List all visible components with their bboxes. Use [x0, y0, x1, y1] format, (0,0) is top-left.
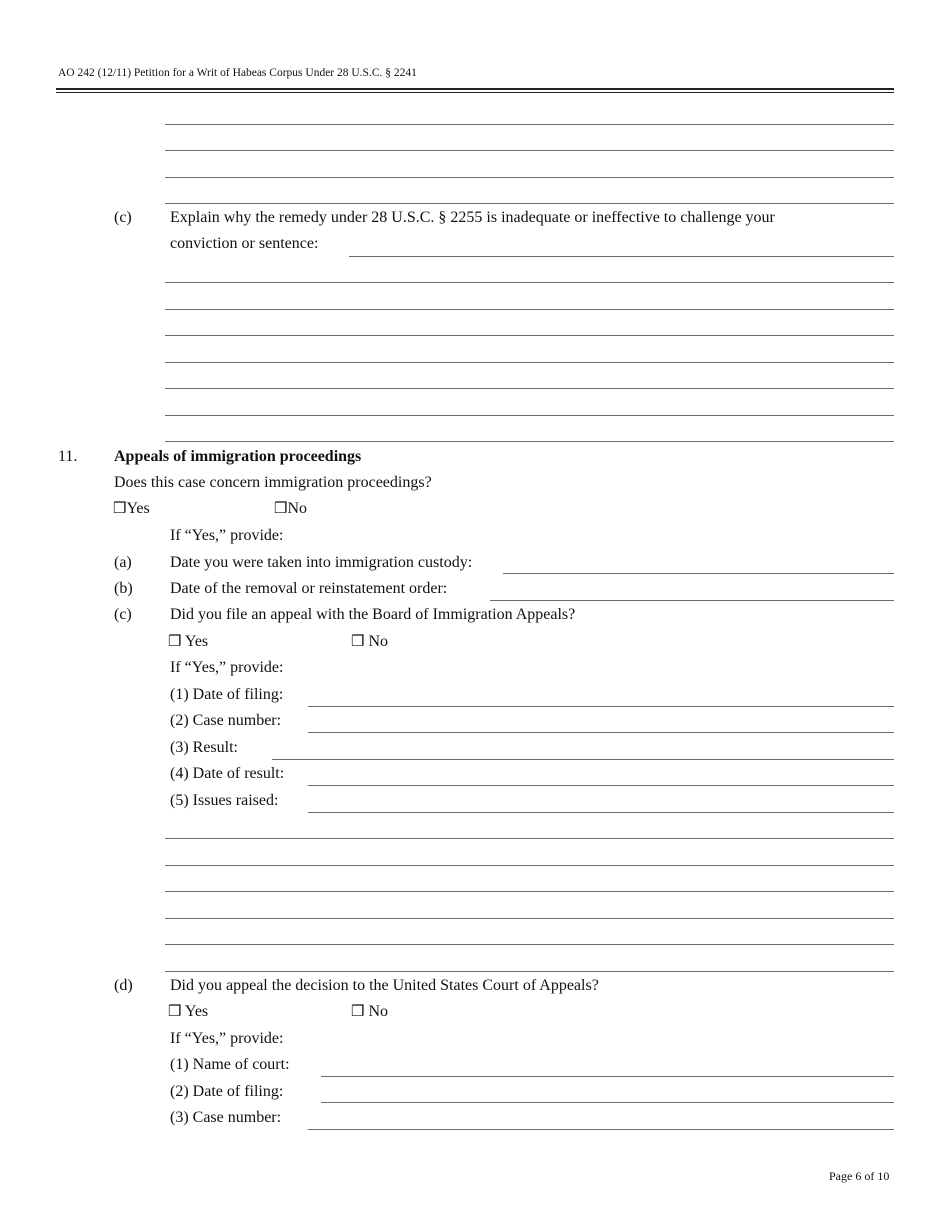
section-number: 11.	[58, 448, 78, 465]
checkbox-icon: ❒	[351, 1004, 365, 1020]
answer-line[interactable]	[165, 971, 894, 972]
yes-checkbox[interactable]	[113, 499, 150, 519]
no-checkbox[interactable]	[351, 632, 388, 652]
bia-case-number-field[interactable]	[308, 732, 894, 733]
answer-line[interactable]	[165, 203, 894, 204]
answer-line[interactable]	[165, 944, 894, 945]
page-number: Page 6 of 10	[829, 1169, 890, 1183]
answer-line[interactable]	[165, 891, 894, 892]
item-label: (a)	[114, 554, 132, 571]
checkbox-label: Yes	[184, 633, 209, 650]
bia-issues-field[interactable]	[308, 812, 894, 813]
question-text: Date of the removal or reinstatement order:	[170, 580, 448, 597]
header-rule	[56, 88, 894, 90]
if-yes-text: If “Yes,” provide:	[170, 659, 284, 676]
field-label: (2) Date of filing:	[170, 1083, 284, 1100]
item-label: (c)	[114, 209, 132, 226]
question-text: Date you were taken into immigration custody:	[170, 554, 473, 571]
question-text: Explain why the remedy under 28 U.S.C. § 2255 is inadequate or ineffective to challenge your	[170, 209, 775, 226]
checkbox-label: No	[368, 1003, 389, 1020]
appeal-case-number-field[interactable]	[308, 1129, 894, 1130]
court-name-field[interactable]	[321, 1076, 894, 1077]
no-checkbox[interactable]	[274, 499, 307, 519]
checkbox-icon: ❒	[351, 634, 365, 650]
header-rule	[56, 92, 894, 93]
if-yes-text: If “Yes,” provide:	[170, 1030, 284, 1047]
field-label: (3) Result:	[170, 739, 238, 756]
yes-checkbox[interactable]	[168, 632, 208, 652]
form-header-title: AO 242 (12/11) Petition for a Writ of Habeas Corpus Under 28 U.S.C. § 2241	[58, 67, 417, 79]
bia-filing-date-field[interactable]	[308, 706, 894, 707]
answer-line[interactable]	[165, 441, 894, 442]
field-label: (2) Case number:	[170, 712, 282, 729]
section-title: Appeals of immigration proceedings	[114, 448, 362, 465]
removal-order-date-field[interactable]	[490, 600, 894, 601]
custody-date-field[interactable]	[503, 573, 894, 574]
checkbox-label: Yes	[184, 1003, 209, 1020]
item-label: (d)	[114, 977, 133, 994]
answer-line[interactable]	[165, 362, 894, 363]
checkbox-icon: ❒	[274, 501, 288, 517]
checkbox-label: No	[368, 633, 389, 650]
field-label: (3) Case number:	[170, 1109, 282, 1126]
answer-line[interactable]	[165, 309, 894, 310]
answer-line[interactable]	[165, 918, 894, 919]
if-yes-text: If “Yes,” provide:	[170, 527, 284, 544]
answer-line[interactable]	[165, 838, 894, 839]
checkbox-label: Yes	[126, 500, 150, 517]
checkbox-icon: ❒	[168, 1004, 182, 1020]
checkbox-label: No	[287, 500, 308, 517]
answer-line[interactable]	[165, 177, 894, 178]
answer-line[interactable]	[165, 415, 894, 416]
answer-line[interactable]	[349, 256, 894, 257]
appeal-filing-date-field[interactable]	[321, 1102, 894, 1103]
no-checkbox[interactable]	[351, 1002, 388, 1022]
question-text: Did you appeal the decision to the United States Court of Appeals?	[170, 977, 599, 994]
field-label: (1) Name of court:	[170, 1056, 290, 1073]
answer-line[interactable]	[165, 865, 894, 866]
answer-line[interactable]	[165, 388, 894, 389]
field-label: (1) Date of filing:	[170, 686, 284, 703]
bia-result-field[interactable]	[272, 759, 894, 760]
question-text: conviction or sentence:	[170, 235, 319, 252]
field-label: (5) Issues raised:	[170, 792, 279, 809]
item-label: (b)	[114, 580, 133, 597]
yes-checkbox[interactable]	[168, 1002, 208, 1022]
bia-result-date-field[interactable]	[308, 785, 894, 786]
answer-line[interactable]	[165, 124, 894, 125]
field-label: (4) Date of result:	[170, 765, 285, 782]
answer-line[interactable]	[165, 282, 894, 283]
question-text: Does this case concern immigration proceedings?	[114, 474, 432, 491]
question-text: Did you file an appeal with the Board of Immigration Appeals?	[170, 606, 576, 623]
answer-line[interactable]	[165, 150, 894, 151]
item-label: (c)	[114, 606, 132, 623]
answer-line[interactable]	[165, 335, 894, 336]
checkbox-icon: ❒	[168, 634, 182, 650]
checkbox-icon: ❒	[113, 501, 127, 517]
